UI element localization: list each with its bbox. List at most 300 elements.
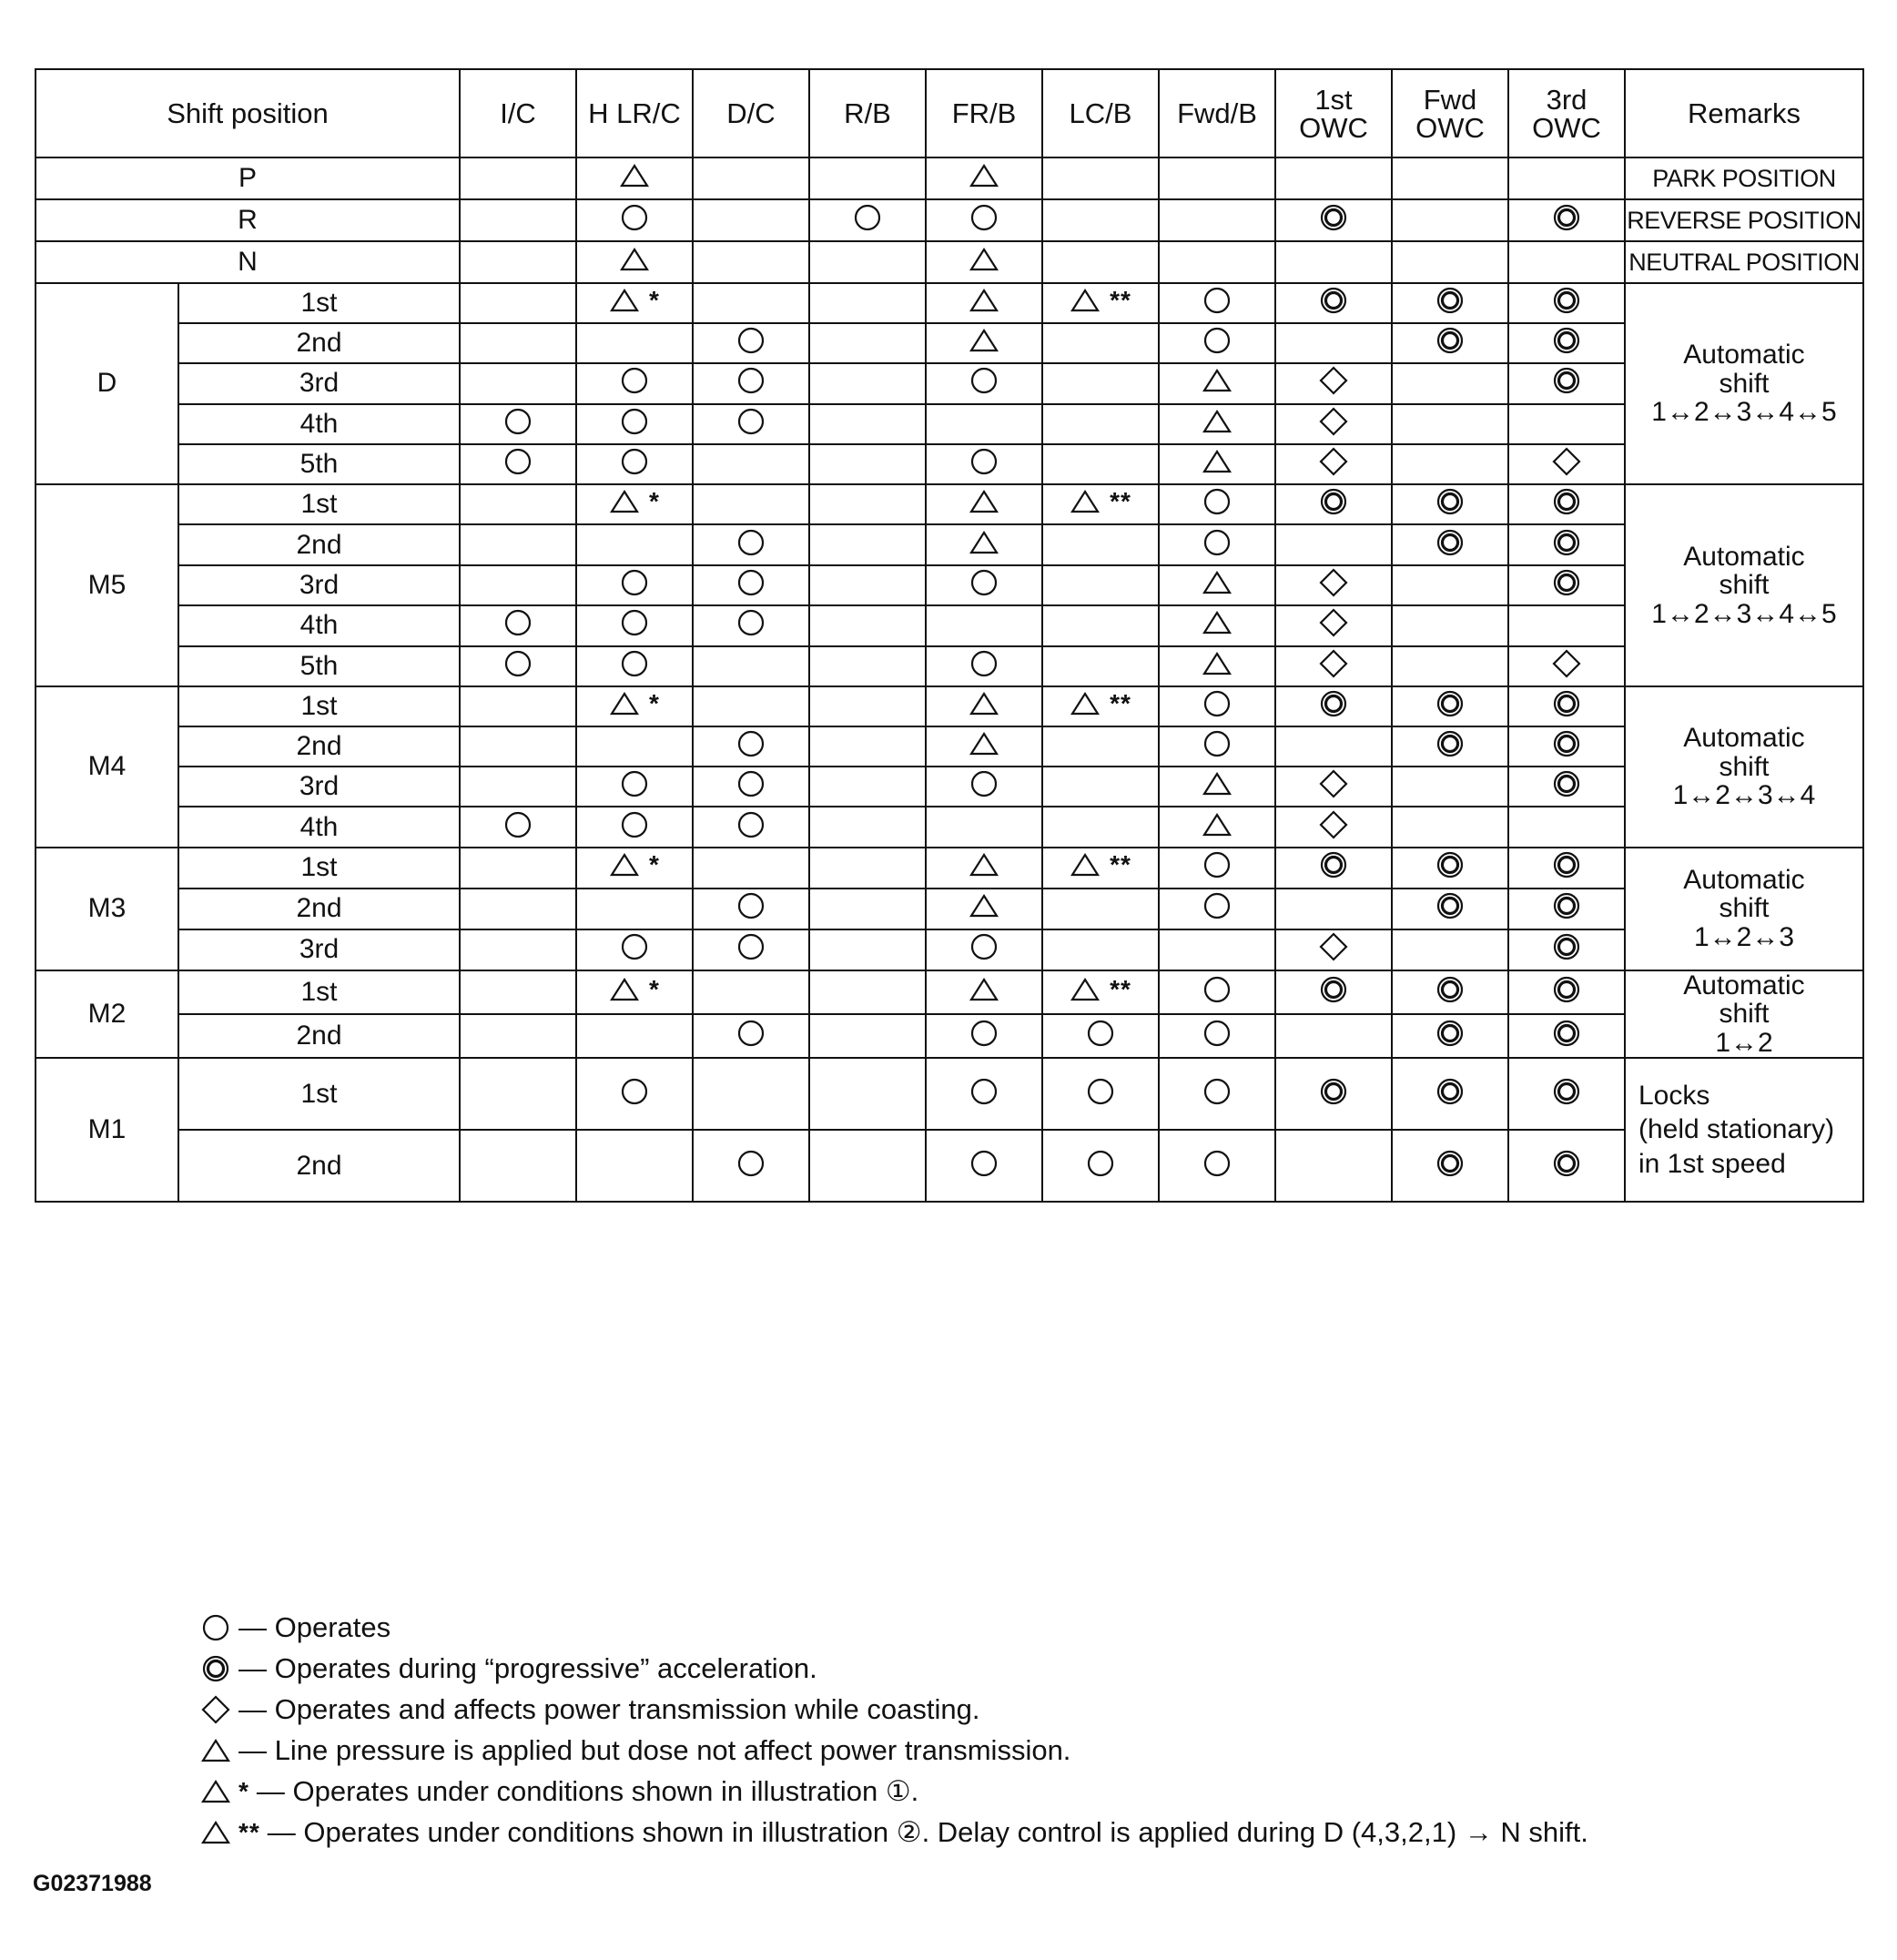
symbol-cell	[1275, 524, 1392, 564]
triangle-icon	[1202, 768, 1233, 799]
symbol-cell	[693, 241, 809, 283]
diamond-icon	[1318, 648, 1349, 679]
symbol	[735, 768, 766, 799]
symbol-cell	[1159, 605, 1275, 645]
symbol-cell	[1042, 363, 1159, 403]
remarks-line: in 1st speed	[1638, 1148, 1786, 1179]
asterisk-mark: **	[1110, 688, 1131, 717]
symbol	[502, 406, 533, 437]
symbol-cell	[576, 283, 693, 323]
table-row	[36, 241, 1863, 283]
asterisk-mark: **	[1110, 487, 1131, 516]
remarks-line: shift	[1719, 893, 1770, 924]
symbol	[969, 974, 999, 1005]
symbol-cell	[576, 686, 693, 726]
column-header: LC/B	[1042, 69, 1159, 157]
symbol-cell	[1392, 484, 1508, 524]
remarks-line: shift	[1719, 999, 1770, 1030]
symbol-cell	[693, 199, 809, 241]
column-header: Remarks	[1625, 69, 1863, 157]
gear-cell: 5th	[178, 646, 460, 686]
symbol	[969, 285, 999, 316]
symbol-cell	[1159, 1130, 1275, 1202]
symbol	[1085, 1148, 1116, 1179]
symbol-cell	[460, 484, 576, 524]
symbol-cell	[926, 363, 1042, 403]
symbol	[1551, 1018, 1582, 1049]
legend-item	[200, 1771, 1857, 1812]
symbol-cell	[1392, 157, 1508, 199]
circle-icon	[1202, 285, 1233, 316]
remarks-line: 1↔2↔3↔4↔5	[1651, 598, 1837, 629]
circle-icon	[735, 931, 766, 962]
symbol	[969, 1018, 999, 1049]
diamond-icon	[1318, 931, 1349, 962]
symbol-cell	[1275, 1058, 1392, 1130]
symbol	[1435, 974, 1466, 1005]
header-row	[36, 69, 1863, 157]
symbol	[619, 809, 650, 840]
circle-icon	[969, 1148, 999, 1179]
symbol	[1551, 931, 1582, 962]
symbol-cell	[1392, 686, 1508, 726]
symbol	[1202, 567, 1233, 598]
legend-item	[200, 1689, 1857, 1730]
symbol	[1202, 648, 1233, 679]
symbol-cell	[576, 524, 693, 564]
shift-position-cell: M2	[36, 970, 178, 1059]
remarks-line: shift	[1719, 368, 1770, 399]
symbol-cell	[1508, 1130, 1625, 1202]
symbol	[969, 202, 999, 233]
double-circle-icon	[1318, 974, 1349, 1005]
gear-cell: 1st	[178, 970, 460, 1014]
symbol	[1202, 1148, 1233, 1179]
symbol-cell	[1159, 970, 1275, 1014]
symbol-cell	[460, 726, 576, 767]
legend-text: — Operates under conditions shown in illustration ①.	[256, 1775, 919, 1807]
table-row	[36, 444, 1863, 484]
circle-icon	[200, 1612, 231, 1643]
symbol-cell	[1042, 484, 1159, 524]
symbol-cell	[1042, 970, 1159, 1014]
shift-position-cell: P	[36, 157, 460, 199]
remarks-cell	[1625, 484, 1863, 686]
symbol-cell	[1508, 484, 1625, 524]
asterisk-mark: *	[238, 1777, 249, 1805]
symbol-cell	[576, 241, 693, 283]
triangle-icon	[200, 1776, 231, 1807]
symbol-cell	[693, 323, 809, 363]
symbol-cell	[1508, 1014, 1625, 1058]
triangle-icon	[969, 325, 999, 356]
symbol	[1202, 688, 1233, 719]
symbol	[735, 809, 766, 840]
symbol-cell	[809, 1130, 926, 1202]
column-header-line: OWC	[1532, 111, 1601, 144]
symbol	[1202, 809, 1233, 840]
circle-icon	[1202, 1018, 1233, 1049]
remarks-line: 1↔2	[1715, 1027, 1773, 1058]
symbol-cell	[926, 767, 1042, 807]
symbol-cell	[1508, 686, 1625, 726]
symbol-cell	[693, 726, 809, 767]
symbol-cell	[1392, 807, 1508, 847]
symbol-cell	[1508, 1058, 1625, 1130]
circle-icon	[1202, 688, 1233, 719]
symbol	[1070, 285, 1131, 316]
symbol-cell	[576, 363, 693, 403]
symbol	[1202, 325, 1233, 356]
symbol-cell	[1508, 241, 1625, 283]
symbol	[1435, 890, 1466, 921]
double-circle-icon	[1551, 1076, 1582, 1107]
circle-icon	[735, 567, 766, 598]
symbol-cell	[460, 404, 576, 444]
triangle-icon	[200, 1735, 231, 1766]
symbol	[619, 446, 650, 477]
symbol-cell	[1159, 283, 1275, 323]
symbol	[735, 728, 766, 759]
symbol-cell	[1159, 929, 1275, 970]
table-row	[36, 929, 1863, 970]
symbol-cell	[460, 241, 576, 283]
remarks-line: Automatic	[1683, 723, 1805, 754]
circle-icon	[1085, 1018, 1116, 1049]
symbol-cell	[1159, 404, 1275, 444]
symbol	[619, 768, 650, 799]
circle-icon	[735, 365, 766, 396]
symbol-cell	[926, 1058, 1042, 1130]
diamond-icon	[200, 1694, 231, 1725]
circle-icon	[1085, 1148, 1116, 1179]
symbol	[1202, 1018, 1233, 1049]
triangle-icon	[609, 688, 640, 719]
symbol-cell	[809, 1014, 926, 1058]
double-circle-icon	[1551, 202, 1582, 233]
symbol-cell	[1508, 767, 1625, 807]
symbol	[1551, 768, 1582, 799]
symbol	[1318, 446, 1349, 477]
symbol	[609, 849, 660, 880]
symbol-cell	[1042, 807, 1159, 847]
circle-icon	[969, 768, 999, 799]
symbol	[1202, 527, 1233, 558]
symbol-cell	[1508, 605, 1625, 645]
symbol-cell	[693, 1058, 809, 1130]
remarks-cell	[1625, 686, 1863, 848]
symbol	[1202, 1076, 1233, 1107]
remarks-line: Automatic	[1683, 340, 1805, 371]
symbol-cell	[460, 1014, 576, 1058]
symbol-cell	[809, 524, 926, 564]
symbol	[969, 567, 999, 598]
symbol	[609, 974, 660, 1005]
table-row	[36, 605, 1863, 645]
symbol-cell	[1275, 1014, 1392, 1058]
symbol-cell	[693, 444, 809, 484]
symbol	[1551, 446, 1582, 477]
symbol	[1318, 849, 1349, 880]
double-circle-icon	[1318, 486, 1349, 517]
table-row	[36, 404, 1863, 444]
remarks-line: 1↔2↔3	[1693, 921, 1795, 952]
symbol-cell	[460, 889, 576, 929]
symbol-cell	[1159, 565, 1275, 605]
circle-icon	[619, 406, 650, 437]
symbol-cell	[1275, 889, 1392, 929]
symbol-cell	[1042, 686, 1159, 726]
symbol	[1551, 688, 1582, 719]
symbol-cell	[576, 646, 693, 686]
clutch-brake-operation-table	[35, 68, 1864, 1203]
gear-cell: 3rd	[178, 929, 460, 970]
double-circle-icon	[1435, 974, 1466, 1005]
circle-icon	[852, 202, 883, 233]
triangle-icon	[1202, 567, 1233, 598]
symbol-cell	[1042, 848, 1159, 889]
symbol-cell	[693, 970, 809, 1014]
symbol	[1318, 688, 1349, 719]
symbol-cell	[693, 283, 809, 323]
table-row	[36, 767, 1863, 807]
circle-icon	[735, 1018, 766, 1049]
remarks-cell: PARK POSITION	[1625, 157, 1863, 199]
legend-text: — Operates during “progressive” acceleration.	[238, 1652, 817, 1684]
double-circle-icon	[1551, 527, 1582, 558]
symbol-cell	[1275, 363, 1392, 403]
circle-icon	[502, 809, 533, 840]
double-circle-icon	[1551, 974, 1582, 1005]
symbol	[1202, 285, 1233, 316]
symbol-cell	[809, 889, 926, 929]
symbol-cell	[809, 323, 926, 363]
circle-icon	[619, 607, 650, 638]
shift-position-cell: M5	[36, 484, 178, 686]
remarks-cell	[1625, 848, 1863, 970]
circle-icon	[619, 202, 650, 233]
circle-icon	[619, 648, 650, 679]
triangle-icon	[969, 527, 999, 558]
gear-cell: 2nd	[178, 524, 460, 564]
column-header: Shift position	[36, 69, 460, 157]
symbol-cell	[460, 686, 576, 726]
symbol-cell	[1508, 199, 1625, 241]
symbol	[1318, 974, 1349, 1005]
symbol-cell	[1042, 565, 1159, 605]
symbol-cell	[1275, 807, 1392, 847]
symbol-cell	[926, 323, 1042, 363]
column-header-line: 3rd	[1546, 83, 1588, 116]
remarks-cell: REVERSE POSITION	[1625, 199, 1863, 241]
table-row	[36, 889, 1863, 929]
symbol-cell	[1508, 889, 1625, 929]
symbol	[619, 160, 650, 191]
symbol	[619, 406, 650, 437]
double-circle-icon	[1551, 567, 1582, 598]
remarks-line: Automatic	[1683, 970, 1805, 1000]
symbol	[969, 1076, 999, 1107]
symbol-cell	[576, 404, 693, 444]
diamond-icon	[1318, 446, 1349, 477]
circle-icon	[735, 325, 766, 356]
symbol	[1202, 607, 1233, 638]
diamond-icon	[1318, 406, 1349, 437]
symbol-cell	[576, 1058, 693, 1130]
gear-cell: 2nd	[178, 1014, 460, 1058]
circle-icon	[735, 809, 766, 840]
symbol	[735, 1018, 766, 1049]
symbol	[1070, 974, 1131, 1005]
symbol	[1435, 688, 1466, 719]
symbol-cell	[460, 323, 576, 363]
symbol-cell	[1159, 241, 1275, 283]
symbol-cell	[460, 199, 576, 241]
symbol-cell	[809, 565, 926, 605]
double-circle-icon	[1435, 325, 1466, 356]
symbol	[619, 607, 650, 638]
double-circle-icon	[1551, 728, 1582, 759]
symbol-cell	[1392, 1014, 1508, 1058]
symbol	[502, 607, 533, 638]
symbol-cell	[1275, 565, 1392, 605]
symbol-cell	[1042, 283, 1159, 323]
symbol-cell	[1042, 726, 1159, 767]
triangle-icon	[969, 160, 999, 191]
column-header: H LR/C	[576, 69, 693, 157]
symbol	[1202, 890, 1233, 921]
triangle-icon	[609, 849, 640, 880]
diamond-icon	[1318, 768, 1349, 799]
symbol	[1551, 365, 1582, 396]
symbol-cell	[1042, 199, 1159, 241]
symbol-cell	[926, 1014, 1042, 1058]
double-circle-icon	[200, 1653, 231, 1684]
symbol-cell	[1275, 605, 1392, 645]
circle-icon	[1202, 974, 1233, 1005]
symbol-cell	[926, 646, 1042, 686]
shift-position-cell: M1	[36, 1058, 178, 1202]
symbol-cell	[926, 524, 1042, 564]
symbol-cell	[1159, 767, 1275, 807]
symbol-cell	[926, 848, 1042, 889]
symbol-cell	[460, 283, 576, 323]
symbol	[735, 1148, 766, 1179]
symbol	[735, 527, 766, 558]
shift-position-cell: D	[36, 283, 178, 484]
table-row	[36, 1058, 1863, 1130]
symbol-cell	[1392, 199, 1508, 241]
symbol-cell	[1508, 323, 1625, 363]
symbol-cell	[693, 605, 809, 645]
symbol-cell	[576, 323, 693, 363]
symbol-cell	[1275, 970, 1392, 1014]
double-circle-icon	[1435, 1148, 1466, 1179]
gear-cell: 3rd	[178, 767, 460, 807]
symbol-cell	[809, 605, 926, 645]
column-header-line: OWC	[1299, 111, 1368, 144]
symbol-cell	[1275, 646, 1392, 686]
symbol-cell	[1392, 323, 1508, 363]
diamond-icon	[1318, 607, 1349, 638]
circle-icon	[735, 1148, 766, 1179]
symbol	[1202, 406, 1233, 437]
triangle-icon	[609, 974, 640, 1005]
triangle-icon	[1202, 365, 1233, 396]
gear-cell: 3rd	[178, 565, 460, 605]
circle-icon	[1202, 728, 1233, 759]
remarks-cell	[1625, 970, 1863, 1059]
double-circle-icon	[1435, 1018, 1466, 1049]
symbol-cell	[693, 686, 809, 726]
symbol	[1070, 688, 1131, 719]
column-header	[1508, 69, 1625, 157]
symbol-cell	[1159, 444, 1275, 484]
symbol-cell	[1275, 1130, 1392, 1202]
symbol-cell	[460, 646, 576, 686]
table-row	[36, 807, 1863, 847]
circle-icon	[1202, 527, 1233, 558]
symbol-cell	[1392, 726, 1508, 767]
symbol	[735, 931, 766, 962]
symbol	[1070, 849, 1131, 880]
remarks-cell	[1625, 283, 1863, 484]
circle-icon	[1085, 1076, 1116, 1107]
symbol	[1318, 1076, 1349, 1107]
remarks-line: 1↔2↔3↔4↔5	[1651, 397, 1837, 428]
symbol	[969, 931, 999, 962]
gear-cell: 4th	[178, 605, 460, 645]
symbol-cell	[576, 970, 693, 1014]
circle-icon	[969, 931, 999, 962]
symbol	[1551, 890, 1582, 921]
symbol-cell	[576, 199, 693, 241]
asterisk-mark: *	[649, 688, 660, 717]
column-header: Fwd/B	[1159, 69, 1275, 157]
symbol-cell	[1392, 605, 1508, 645]
symbol	[1318, 202, 1349, 233]
table-row	[36, 1130, 1863, 1202]
double-circle-icon	[1318, 1076, 1349, 1107]
symbol-cell	[693, 363, 809, 403]
symbol-cell	[1275, 323, 1392, 363]
triangle-icon	[619, 160, 650, 191]
symbol-cell	[926, 807, 1042, 847]
symbol-cell	[1508, 726, 1625, 767]
double-circle-icon	[1318, 285, 1349, 316]
symbol	[1202, 486, 1233, 517]
symbol-cell	[576, 726, 693, 767]
symbol-cell	[809, 157, 926, 199]
symbol-cell	[926, 199, 1042, 241]
gear-cell: 1st	[178, 1058, 460, 1130]
symbol-cell	[1159, 524, 1275, 564]
gear-cell: 4th	[178, 404, 460, 444]
circle-icon	[735, 527, 766, 558]
triangle-icon	[1202, 648, 1233, 679]
symbol-cell	[693, 889, 809, 929]
gear-cell: 1st	[178, 283, 460, 323]
symbol-cell	[1042, 404, 1159, 444]
circle-icon	[735, 728, 766, 759]
column-header-line: OWC	[1415, 111, 1485, 144]
symbol-cell	[1508, 929, 1625, 970]
symbol	[1551, 974, 1582, 1005]
symbol	[1085, 1018, 1116, 1049]
symbol-cell	[693, 565, 809, 605]
symbol	[1202, 365, 1233, 396]
symbol	[1318, 648, 1349, 679]
